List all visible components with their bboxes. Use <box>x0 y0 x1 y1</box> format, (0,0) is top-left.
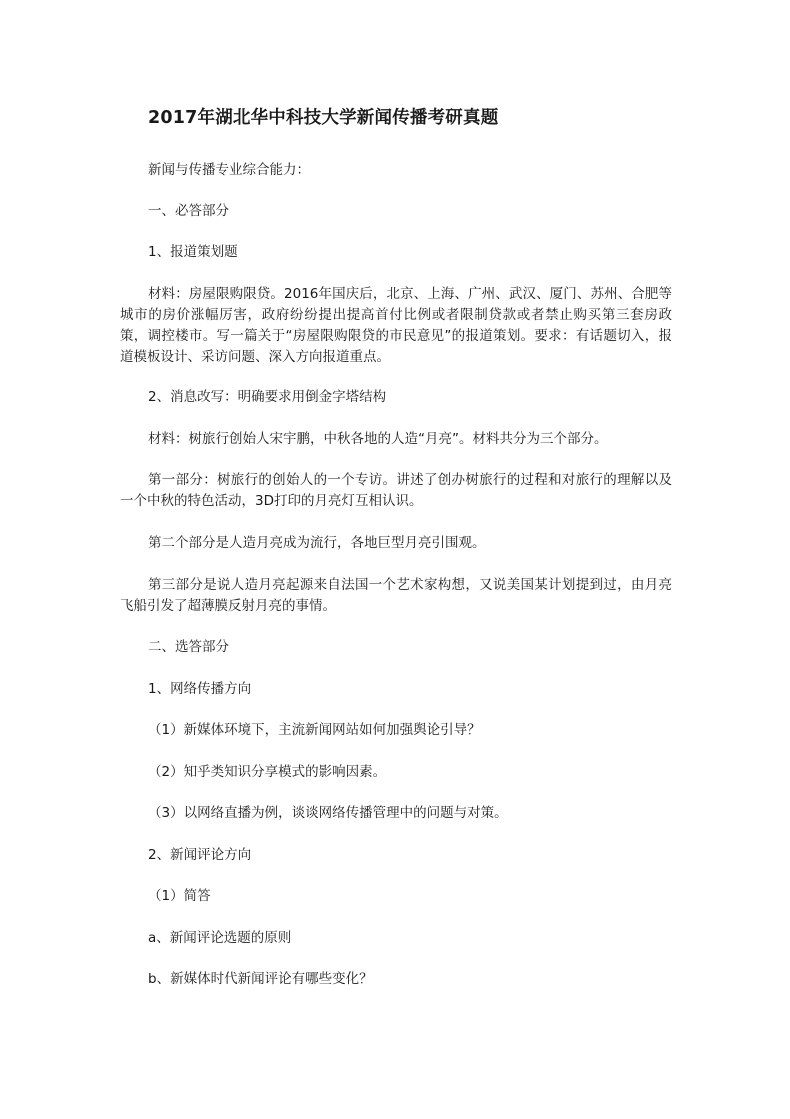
d2-item-a: a、新闻评论选题的原则 <box>148 930 292 946</box>
document-title: 2017年湖北华中科技大学新闻传播考研真题 <box>148 108 499 128</box>
q2-material: 材料：树旅行创始人宋宇鹏，中秋各地的人造“月亮”。材料共分为三个部分。 <box>148 431 608 447</box>
section2-heading: 二、选答部分 <box>148 639 229 655</box>
q1-material: 材料：房屋限购限贷。2016年国庆后，北京、上海、广州、武汉、厦门、苏州、合肥等城市的房价涨幅厉害，政府纷纷提出提高首付比例或者限制贷款或者禁止购买第三套房政策，调控楼市。写一篇关于“房屋限购限贷的市民意见”的报道策划。要求：有话题切入，报道模板设计、采访问题、深入方向报道重点。 <box>120 286 672 365</box>
q2-part3: 第三部分是说人造月亮起源来自法国一个艺术家构想，又说美国某计划提到过，由月亮飞船引发了超薄膜反射月亮的事情。 <box>120 577 672 614</box>
d1-heading: 1、网络传播方向 <box>148 681 252 697</box>
d1-item-2: （2）知乎类知识分享模式的影响因素。 <box>148 764 387 780</box>
q2-heading: 2、消息改写：明确要求用倒金字塔结构 <box>148 389 387 405</box>
d2-heading: 2、新闻评论方向 <box>148 847 252 863</box>
q1-heading: 1、报道策划题 <box>148 244 238 260</box>
intro-line: 新闻与传播专业综合能力： <box>148 162 310 178</box>
q2-part1: 第一部分：树旅行的创始人的一个专访。讲述了创办树旅行的过程和对旅行的理解以及一个中秋的特色活动，3D打印的月亮灯互相认识。 <box>120 472 672 509</box>
d2-item-b: b、新媒体时代新闻评论有哪些变化？ <box>148 971 373 987</box>
d2-sub-heading: （1）简答 <box>148 888 211 904</box>
q2-part2: 第二个部分是人造月亮成为流行，各地巨型月亮引围观。 <box>148 535 486 551</box>
d1-item-3: （3）以网络直播为例，谈谈网络传播管理中的问题与对策。 <box>148 805 508 821</box>
d1-item-1: （1）新媒体环境下，主流新闻网站如何加强舆论引导？ <box>148 722 481 738</box>
section1-heading: 一、必答部分 <box>148 203 229 219</box>
